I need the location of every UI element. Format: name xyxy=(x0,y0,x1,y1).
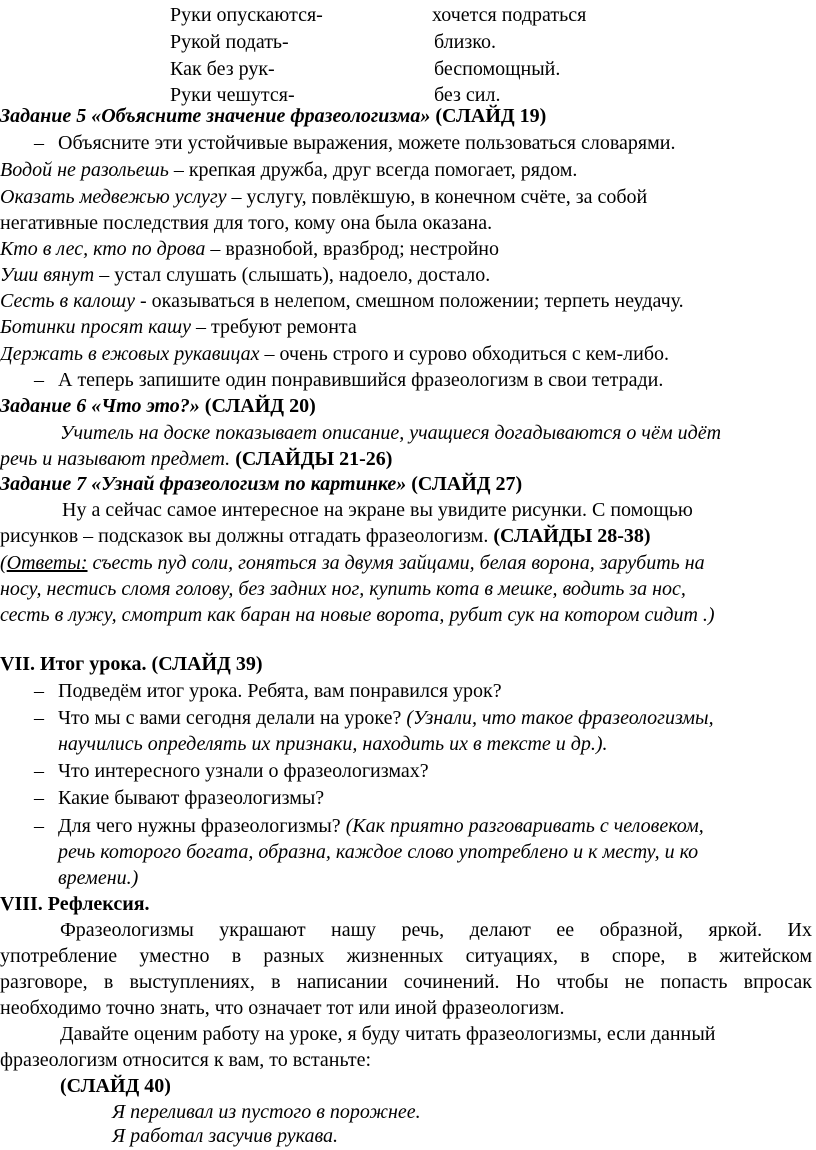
idiom-definition: – вразнобой, вразброд; нестройно xyxy=(205,238,500,260)
pair-left-4: Руки чешутся- xyxy=(170,84,295,106)
idiom-term: Водой не разольешь xyxy=(0,159,169,181)
task6-line-2 xyxy=(0,446,392,473)
section7-q5-answer-2: речь которого богата, образна, каждое слово употреблено и к месту, и ко xyxy=(58,841,699,863)
idiom-definition: – устал слушать (слышать), надоело, достало. xyxy=(94,264,491,286)
idiom-row-6 xyxy=(0,314,357,341)
section8-para1-line4: необходимо точно знать, что означает тот или иной фразеологизм. xyxy=(0,997,565,1019)
section8-para1-line2: употребление уместно в разных жизненных ситуациях, в споре, в житейском xyxy=(0,945,812,967)
dash-bullet: – xyxy=(34,760,44,782)
section8-para1-line1: Фразеологизмы украшают нашу речь, делают ее образной, яркой. Их xyxy=(60,919,812,941)
section7-q3: Что интересного узнали о фразеологизмах? xyxy=(58,760,429,782)
idiom-definition: - оказываться в нелепом, смешном положении; терпеть неудачу. xyxy=(135,290,684,312)
pair-left-3: Как без рук- xyxy=(170,58,275,80)
pair-left-1: Руки опускаются- xyxy=(170,4,323,26)
dash-bullet: – xyxy=(34,369,44,391)
task5-notebook: А теперь запишите один понравившийся фразеологизм в свои тетради. xyxy=(58,369,664,391)
section8-para2-line2: фразеологизм относится к вам, то встаньте: xyxy=(0,1049,372,1071)
dash-bullet: – xyxy=(34,787,44,809)
section7-q2-answer: (Узнали, что такое фразеологизмы, xyxy=(401,707,714,729)
answers-text: съесть пуд соли, гоняться за двумя зайцами, белая ворона, зарубить на xyxy=(87,552,705,574)
idiom-term: Кто в лес, кто по дрова xyxy=(0,238,206,260)
idiom-row-1 xyxy=(0,157,577,184)
task7-answers-2: носу, нестись сломя голову, без задних ног, купить кота в мешке, водить за нос, xyxy=(0,578,686,600)
task7-text: рисунков – подсказок вы должны отгадать фразеологизм. xyxy=(0,525,489,547)
section7-q2: Что мы с вами сегодня делали на уроке? xyxy=(58,707,402,729)
pair-right-2: близко. xyxy=(434,31,496,53)
section7-title: VII. Итог урока. (СЛАЙД 39) xyxy=(0,653,263,675)
dash-bullet: – xyxy=(34,680,44,702)
idiom-term: Ботинки просят кашу xyxy=(0,316,191,338)
answers-label: Ответы: xyxy=(6,552,88,574)
section7-q1: Подведём итог урока. Ребята, вам понравился урок? xyxy=(58,680,502,702)
task5-instruction: Объясните эти устойчивые выражения, можете пользоваться словарями. xyxy=(58,132,676,154)
idiom-definition: – услугу, повлёкшую, в конечном счёте, за собой xyxy=(226,186,648,208)
idiom-definition: негативные последствия для того, кому она была оказана. xyxy=(0,212,493,234)
section8-para2-line1: Давайте оценим работу на уроке, я буду читать фразеологизмы, если данный xyxy=(60,1023,716,1045)
task7-line-2 xyxy=(0,523,651,550)
pair-right-4: без сил. xyxy=(434,84,501,106)
section7-q2-answer-2: научились определять их признаки, находить их в тексте и др.). xyxy=(58,733,608,755)
task7-answers-3: сесть в лужу, смотрит как баран на новые ворота, рубит сук на котором сидит .) xyxy=(0,604,715,626)
idiom-term: Оказать медвежью услугу xyxy=(0,186,227,208)
dash-bullet: – xyxy=(34,815,44,837)
task5-title: Задание 5 «Объясните значение фразеологизма» xyxy=(0,105,431,127)
task7-slides: (СЛАЙДЫ 28-38) xyxy=(493,525,651,547)
pair-left-2: Рукой подать- xyxy=(170,31,289,53)
pair-right-1: хочется подраться xyxy=(432,4,587,26)
reflection-phrase-2: Я работал засучив рукава. xyxy=(112,1125,339,1147)
section7-q4: Какие бывают фразеологизмы? xyxy=(58,787,325,809)
section7-q2-text xyxy=(58,705,714,732)
section7-q5-answer: (Как приятно разговаривать с человеком, xyxy=(340,815,704,837)
task5-heading xyxy=(0,103,546,130)
task6-title: Задание 6 «Что это?» xyxy=(0,395,200,417)
answers-paren: ( xyxy=(0,552,7,574)
idiom-row-3 xyxy=(0,236,499,263)
idiom-definition: – крепкая дружба, друг всегда помогает, рядом. xyxy=(168,159,578,181)
dash-bullet: – xyxy=(34,132,44,154)
task7-answers-1 xyxy=(0,550,705,577)
task5-slide: (СЛАЙД 19) xyxy=(435,105,547,127)
idiom-term: Держать в ежовых рукавицах xyxy=(0,343,260,365)
section8-para1-line3: разговоре, в выступлениях, в написании сочинений. Но чтобы не попасть впросак xyxy=(0,971,812,993)
idiom-term: Уши вянут xyxy=(0,264,95,286)
idiom-term: Сесть в калошу xyxy=(0,290,135,312)
reflection-phrase-1: Я переливал из пустого в порожнее. xyxy=(112,1101,421,1123)
idiom-row-4 xyxy=(0,262,490,289)
task7-slide: (СЛАЙД 27) xyxy=(411,473,523,495)
idiom-definition: – очень строго и сурово обходиться с кем-либо. xyxy=(259,343,670,365)
section7-q5-answer-3: времени.) xyxy=(58,867,139,889)
idiom-row-2 xyxy=(0,184,647,211)
task6-slides: (СЛАЙДЫ 21-26) xyxy=(235,448,393,470)
task6-heading xyxy=(0,393,316,420)
section8-title: VIII. Рефлексия. xyxy=(0,893,150,915)
task7-line-1: Ну а сейчас самое интересное на экране вы увидите рисунки. С помощью xyxy=(62,499,693,521)
task6-line-1: Учитель на доске показывает описание, учащиеся догадываются о чём идёт xyxy=(60,422,722,444)
task6-slide: (СЛАЙД 20) xyxy=(204,395,316,417)
section8-slide: (СЛАЙД 40) xyxy=(60,1075,171,1097)
section7-q5: Для чего нужны фразеологизмы? xyxy=(58,815,341,837)
idiom-definition: – требуют ремонта xyxy=(190,316,357,338)
task7-title: Задание 7 «Узнай фразеологизм по картинке» xyxy=(0,473,407,495)
idiom-row-7 xyxy=(0,341,669,368)
task7-heading xyxy=(0,471,522,498)
task6-text: речь и называют предмет. xyxy=(0,448,231,470)
idiom-row-2-cont xyxy=(0,210,492,237)
idiom-row-5 xyxy=(0,288,684,315)
pair-right-3: беспомощный. xyxy=(434,58,561,80)
dash-bullet: – xyxy=(34,707,44,729)
section7-q5-text xyxy=(58,813,704,840)
